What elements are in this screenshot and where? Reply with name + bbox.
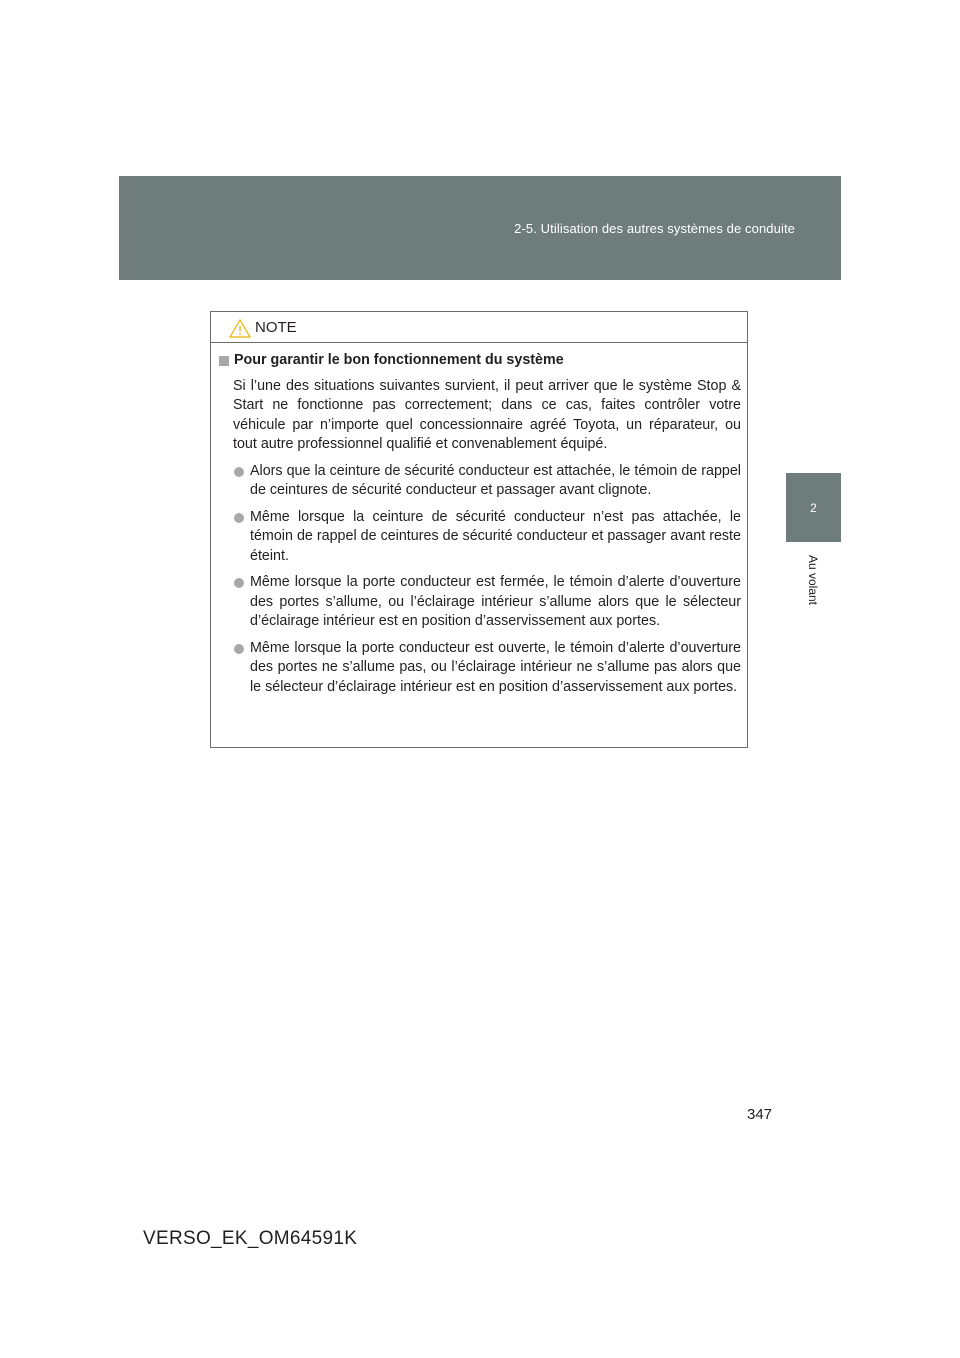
list-item: Même lorsque la porte conducteur est ouverte, le témoin d’alerte d’ouverture des portes ne s’allume pas, ou l’éclairage intérieur ne s’allume pas alors que le sélecteur d’éclairage intérieur est en position d’asservissement aux portes. [219,639,741,698]
note-section-title: Pour garantir le bon fonctionnement du système [219,351,741,371]
note-box [210,311,748,748]
header-band [119,176,841,280]
round-bullet-icon [234,644,244,654]
list-item: Alors que la ceinture de sécurité conducteur est attachée, le témoin de rappel de ceintures de sécurité conducteur et passager avant clignote. [219,462,741,501]
note-intro: Si l’une des situations suivantes survient, il peut arriver que le système Stop & Start ne fonctionne pas correctement; dans ce cas, faites contrôler votre véhicule par n’importe quel concessionnaire agréé Toyota, un réparateur, ou tout autre professionnel qualifié et convenablement équipé. [233,377,741,452]
square-bullet-icon [219,356,229,366]
round-bullet-icon [234,467,244,477]
note-label: NOTE [255,319,297,336]
note-header [211,312,747,343]
page-number: 347 [747,1106,773,1123]
section-title: 2-5. Utilisation des autres systèmes de conduite [514,221,795,236]
list-item: Même lorsque la porte conducteur est fermée, le témoin d’alerte d’ouverture des portes s’allume, ou l’éclairage intérieur s’allume alors que le sélecteur d’éclairage intérieur est en position d’asservissement aux portes. [219,573,741,632]
chapter-tab [786,473,841,542]
list-item: Même lorsque la ceinture de sécurité conducteur n’est pas attachée, le témoin de rappel de ceintures de sécurité conducteur et passager avant reste éteint. [219,508,741,567]
note-body [211,343,747,697]
warning-triangle-icon [229,319,251,338]
chapter-number: 2 [810,501,817,515]
document-code: VERSO_EK_OM64591K [143,1228,358,1249]
chapter-label: Au volant [806,554,820,606]
round-bullet-icon [234,513,244,523]
round-bullet-icon [234,578,244,588]
